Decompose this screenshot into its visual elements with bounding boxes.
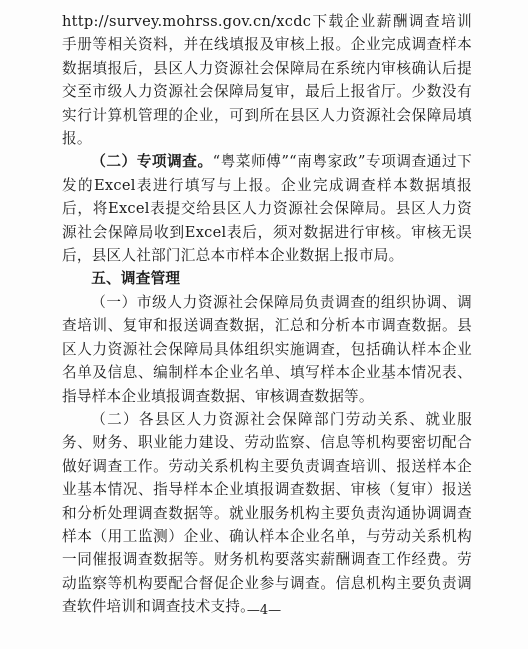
paragraph-special-survey bbox=[62, 150, 472, 267]
paragraph-online-reporting: http://survey.mohrss.gov.cn/xcdc下载企业薪酬调查培训手册等相关资料，并在线填报及审核上报。企业完成调查样本数据填报后，县区人力资源社会保障局在系统内审核确认后提交至市级人力资源社会保障局复审，最后上报省厅。少数没有实行计算机管理的企业，可到所在县区人力资源社会保障局填报。 bbox=[62, 13, 472, 148]
paragraph-county-departments: （二）各县区人力资源社会保障部门劳动关系、就业服务、财务、职业能力建设、劳动监察、信息等机构要密切配合做好调查工作。劳动关系机构主要负责调查培训、报送样本企业基本情况、指导样本企业填报调查数据、审核（复审）报送和分析处理调查数据等。就业服务机构主要负责沟通协调调查样本（用工监测）企业、确认样本企业名单，与劳动关系机构一同催报调查数据等。财务机构要落实薪酬调查工作经费。劳动监察等机构要配合督促企业参与调查。信息机构主要负责调查软件培训和调查技术支持。 bbox=[62, 410, 472, 616]
page-number: —4— bbox=[246, 603, 282, 618]
document-body bbox=[62, 10, 472, 619]
section-5-heading: 五、调查管理 bbox=[91, 270, 181, 288]
special-survey-text: “粤菜师傅”“南粤家政”专项调查通过下发的Excel表进行填写与上报。企业完成调查样本数据填报后，将Excel表提交给县区人力资源社会保障局。县区人力资源社会保障局收到Excel表后，须对数据进行审核。审核无误后，县区人社部门汇总本市样本企业数据上报市局。 bbox=[62, 153, 472, 265]
special-survey-heading: （二）专项调查。 bbox=[91, 153, 213, 171]
paragraph-city-responsibility: （一）市级人力资源社会保障局负责调查的组织协调、调查培训、复审和报送调查数据，汇总和分析本市调查数据。县区人力资源社会保障局具体组织实施调查，包括确认样本企业名单及信息、编制样本企业名单、填写样本企业基本情况表、指导样本企业填报调查数据、审核调查数据等。 bbox=[62, 293, 472, 405]
